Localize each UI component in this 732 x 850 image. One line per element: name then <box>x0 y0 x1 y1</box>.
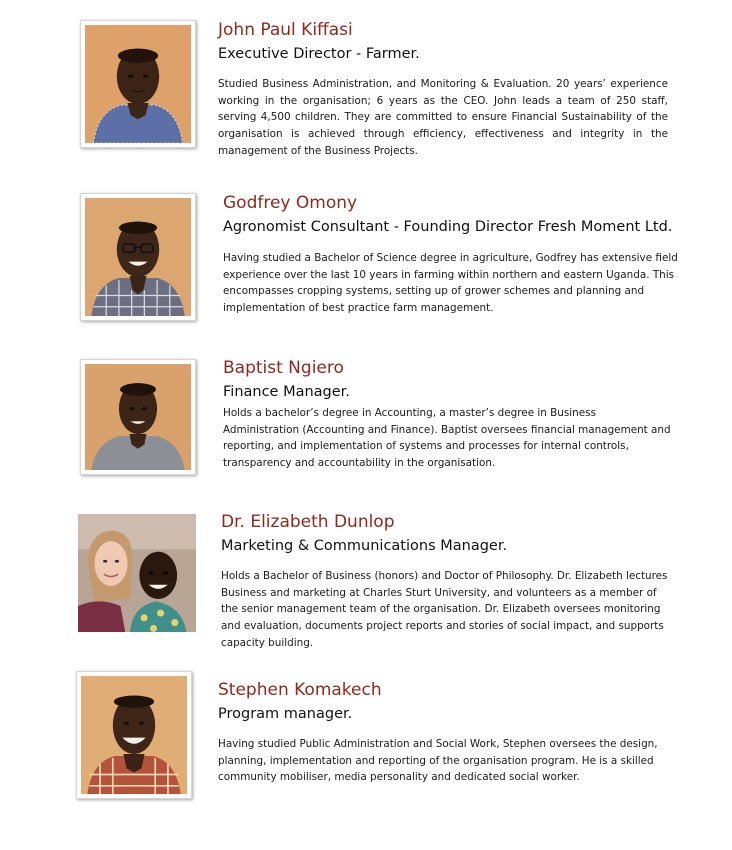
person-name: Dr. Elizabeth Dunlop <box>221 512 395 532</box>
portrait-photo <box>78 514 196 632</box>
person-name: Baptist Ngiero <box>223 358 344 378</box>
portrait-photo <box>76 671 192 799</box>
person-role: Agronomist Consultant - Founding Director Fresh Moment Ltd. <box>223 219 673 235</box>
person-name: John Paul Kiffasi <box>218 20 353 40</box>
person-role: Marketing & Communications Manager. <box>221 538 508 554</box>
person-bio: Having studied a Bachelor of Science degree in agriculture, Godfrey has extensive field experience over the last 10 years in farming within northern and eastern Uganda. This encompasses cropping systems, setting up of grower schemes and planning and implementation of best practice farm management. <box>223 252 678 315</box>
person-name: Stephen Komakech <box>218 680 382 700</box>
person-bio: Having studied Public Administration and Social Work, Stephen oversees the design, planning, implementation and reporting of the organisation program. He is a skilled community mobiliser, media personality and dedicated social worker. <box>218 738 658 784</box>
person-bio: Holds a bachelor’s degree in Accounting, a master’s degree in Business Administration (Accounting and Finance). Baptist oversees financial management and reporting, and implementation of systems and processes for internal controls, transparency and accountability in the organisation. <box>223 407 671 470</box>
portrait-photo <box>80 193 196 321</box>
person-role: Program manager. <box>218 706 353 722</box>
person-bio: Holds a Bachelor of Business (honors) and Doctor of Philosophy. Dr. Elizabeth lectures Business and marketing at Charles Sturt University, and volunteers as a member of the senior management team of the organisation. Dr. Elizabeth oversees monitoring and evaluation, documents project reports and stories of social impact, and supports capacity building. <box>221 570 668 649</box>
portrait-photo <box>80 20 196 148</box>
person-role: Finance Manager. <box>223 384 350 400</box>
person-name: Godfrey Omony <box>223 193 358 213</box>
person-bio: Studied Business Administration, and Monitoring & Evaluation. 20 years’ experience working in the organisation; 6 years as the CEO. John leads a team of 250 staff, serving 4,500 children. They are committed to ensure Financial Sustainability of the organisation is achieved through efficiency, effectiveness and integrity in the management of the Business Projects. <box>218 78 668 157</box>
person-role: Executive Director - Farmer. <box>218 46 420 62</box>
portrait-photo <box>80 359 196 475</box>
